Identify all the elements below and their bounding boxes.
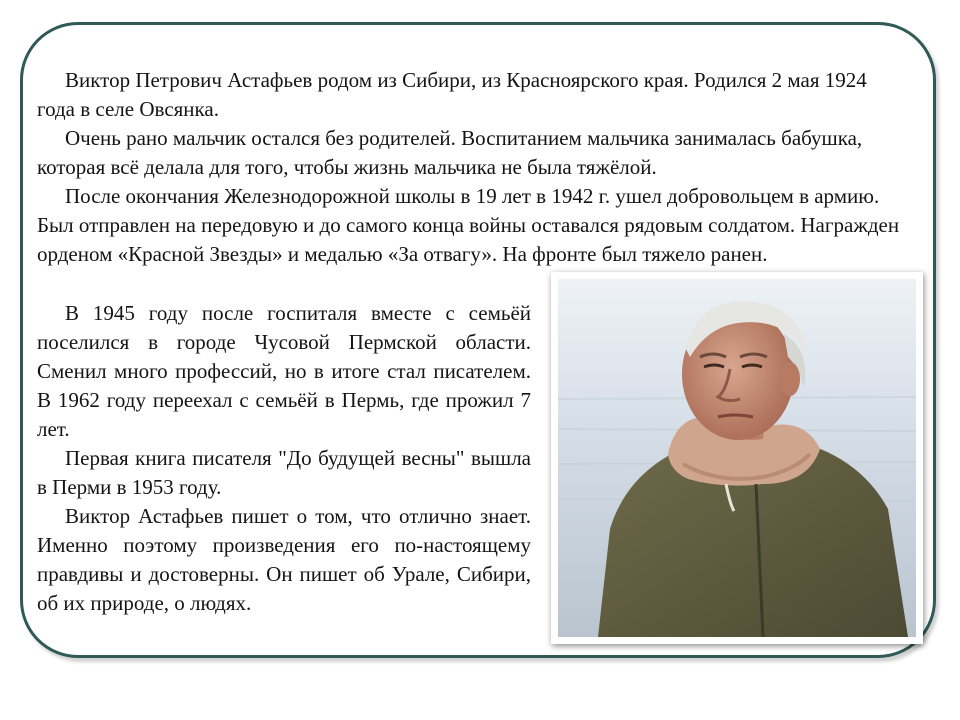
biography-text-bottom — [37, 299, 531, 618]
portrait-photo — [551, 272, 923, 644]
paragraph: Очень рано мальчик остался без родителей. Воспитанием мальчика занималась бабушка, которая всё делала для того, чтобы жизнь мальчика не была тяжёлой. — [37, 126, 863, 179]
paragraph: Виктор Петрович Астафьев родом из Сибири, из Красноярского края. Родился 2 мая 1924 года в селе Овсянка. — [37, 68, 867, 121]
paragraph: В 1945 году после госпиталя вместе с семьёй поселился в городе Чусовой Пермской области. Сменил много профессий, но в итоге стал писателем. В 1962 году переехал с семьёй в Пермь, где прожил 7 лет. — [37, 301, 531, 441]
paragraph: Первая книга писателя "До будущей весны" вышла в Перми в 1953 году. — [37, 446, 531, 499]
paragraph: Виктор Астафьев пишет о том, что отлично знает. Именно поэтому произведения его по-настоящему правдивы и достоверны. Он пишет об Урале, Сибири, об их природе, о людях. — [37, 504, 531, 615]
portrait-illustration — [558, 279, 916, 637]
paragraph: После окончания Железнодорожной школы в 19 лет в 1942 г. ушел добровольцем в армию. Был отправлен на передовую и до самого конца войны оставался рядовым солдатом. Награжден орденом «Красной Звезды» и медалью «За отвагу». На фронте был тяжело ранен. — [37, 184, 900, 266]
biography-text-top — [37, 66, 909, 269]
